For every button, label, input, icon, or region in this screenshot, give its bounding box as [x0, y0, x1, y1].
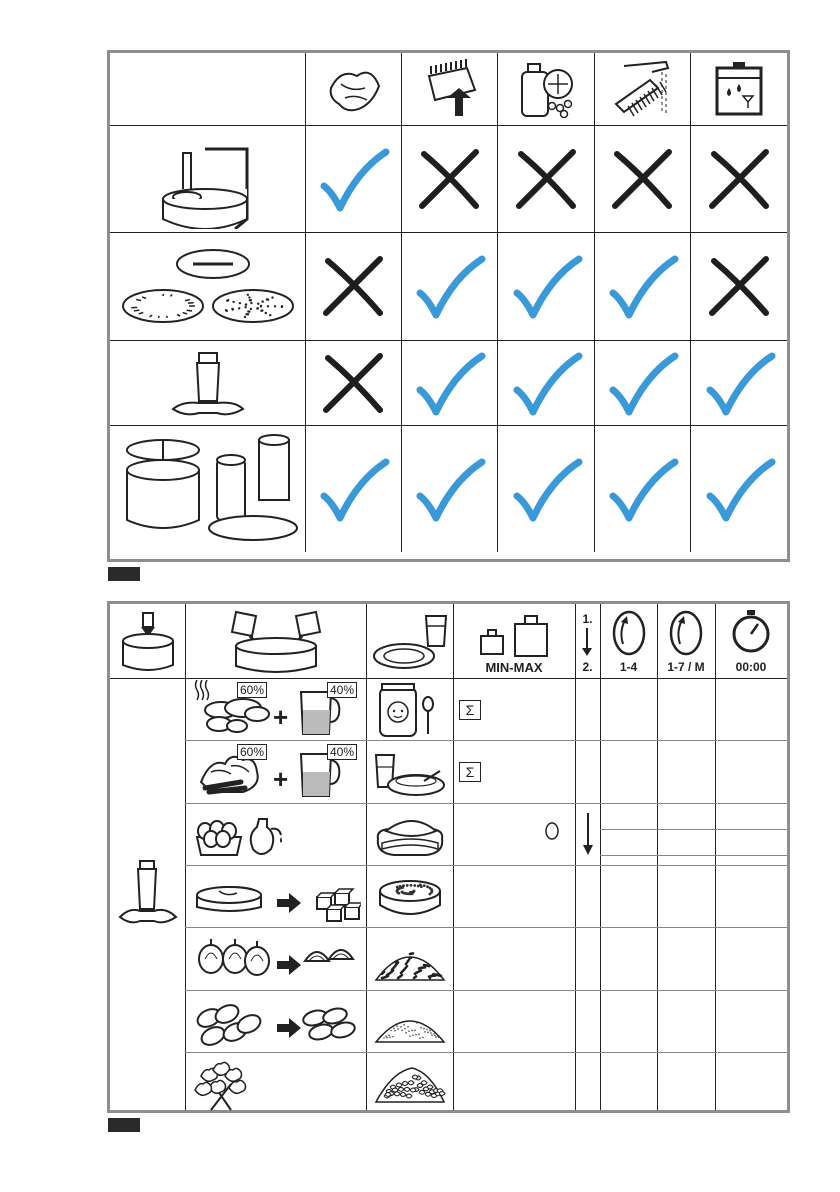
chopped-herbs-pile-icon [366, 1052, 453, 1110]
soup-plate-icon [366, 740, 453, 803]
adding-ingredients-icon [185, 604, 366, 678]
chopper-blade-graphic [118, 857, 178, 931]
grid-line [600, 855, 787, 856]
minced-meat-bowl-icon-graphic [372, 867, 448, 925]
meat-to-cubes-icon [185, 865, 366, 927]
ground-almonds-pile-icon [366, 990, 453, 1052]
egg-outline-icon [544, 821, 560, 841]
ratio-b-label: 40% [327, 682, 357, 698]
speed-range-1-dial-icon [609, 610, 649, 656]
grid-line [575, 604, 576, 1110]
plus-sign: + [273, 702, 289, 732]
time-label: 00:00 [735, 660, 767, 674]
ratio-b-label: 40% [327, 744, 357, 760]
onions-to-halves-icon-graphic [191, 929, 361, 989]
grid-line [657, 604, 658, 1110]
eggs-and-oil-icon-graphic [191, 805, 287, 865]
chopper-blade-icon [110, 678, 185, 1110]
ratio-a-label: 60% [237, 682, 267, 698]
minced-meat-bowl-icon [366, 865, 453, 927]
soup-plate-icon-graphic [372, 743, 448, 801]
meat-to-cubes-icon-graphic [191, 867, 361, 927]
mayonnaise-icon [366, 803, 453, 865]
baby-food-jar-icon-graphic [372, 680, 448, 738]
parsley-icon [185, 1052, 366, 1110]
figure-label-2 [108, 1118, 140, 1132]
weight-label: MIN-MAX [485, 660, 543, 675]
plate-and-glass-icon [366, 604, 453, 678]
chopped-herbs-pile-icon-graphic [372, 1052, 448, 1110]
down-arrow-icon [580, 628, 594, 658]
chopper-insert-icon-graphic [119, 609, 177, 673]
grid-line [600, 829, 787, 830]
adding-ingredients-icon-graphic [216, 606, 336, 676]
weights-icon [475, 612, 555, 660]
eggs-and-oil-icon [185, 803, 366, 865]
weight-header [453, 604, 575, 678]
steamed-vegetables-icon [185, 678, 366, 740]
order-header [575, 604, 600, 678]
plus-sign: + [273, 764, 289, 794]
parsley-icon-graphic [191, 1054, 251, 1114]
speed-range-1 [600, 604, 657, 678]
grid-line [715, 604, 716, 1110]
vegetables-icon [185, 740, 366, 803]
time-header [715, 604, 787, 678]
chopper-insert-icon [110, 604, 185, 678]
chopped-onion-pile-icon-graphic [372, 930, 448, 988]
speed-range-1-label: 1-4 [619, 660, 638, 674]
almonds-icon [185, 990, 366, 1052]
order-first: 1. [582, 612, 593, 626]
speed-range-2-label: 1-7 / M [667, 660, 705, 674]
grid-line [453, 604, 454, 1110]
ratio-a-label: 60% [237, 744, 267, 760]
down-arrow-icon [581, 813, 595, 857]
stopwatch-icon [728, 608, 774, 654]
almonds-icon-graphic [191, 992, 361, 1052]
plate-and-glass-icon-graphic [370, 610, 450, 672]
onions-to-halves-icon [185, 927, 366, 990]
ground-almonds-pile-icon-graphic [372, 992, 448, 1050]
mayonnaise-icon-graphic [372, 805, 448, 863]
sum-icon: Σ [459, 700, 481, 720]
speed-range-2 [657, 604, 715, 678]
order-second: 2. [582, 660, 593, 674]
speed-range-2-dial-icon [666, 610, 706, 656]
baby-food-jar-icon [366, 678, 453, 740]
sum-icon: Σ [459, 762, 481, 782]
grid-line [600, 604, 601, 1110]
chopped-onion-pile-icon [366, 927, 453, 990]
